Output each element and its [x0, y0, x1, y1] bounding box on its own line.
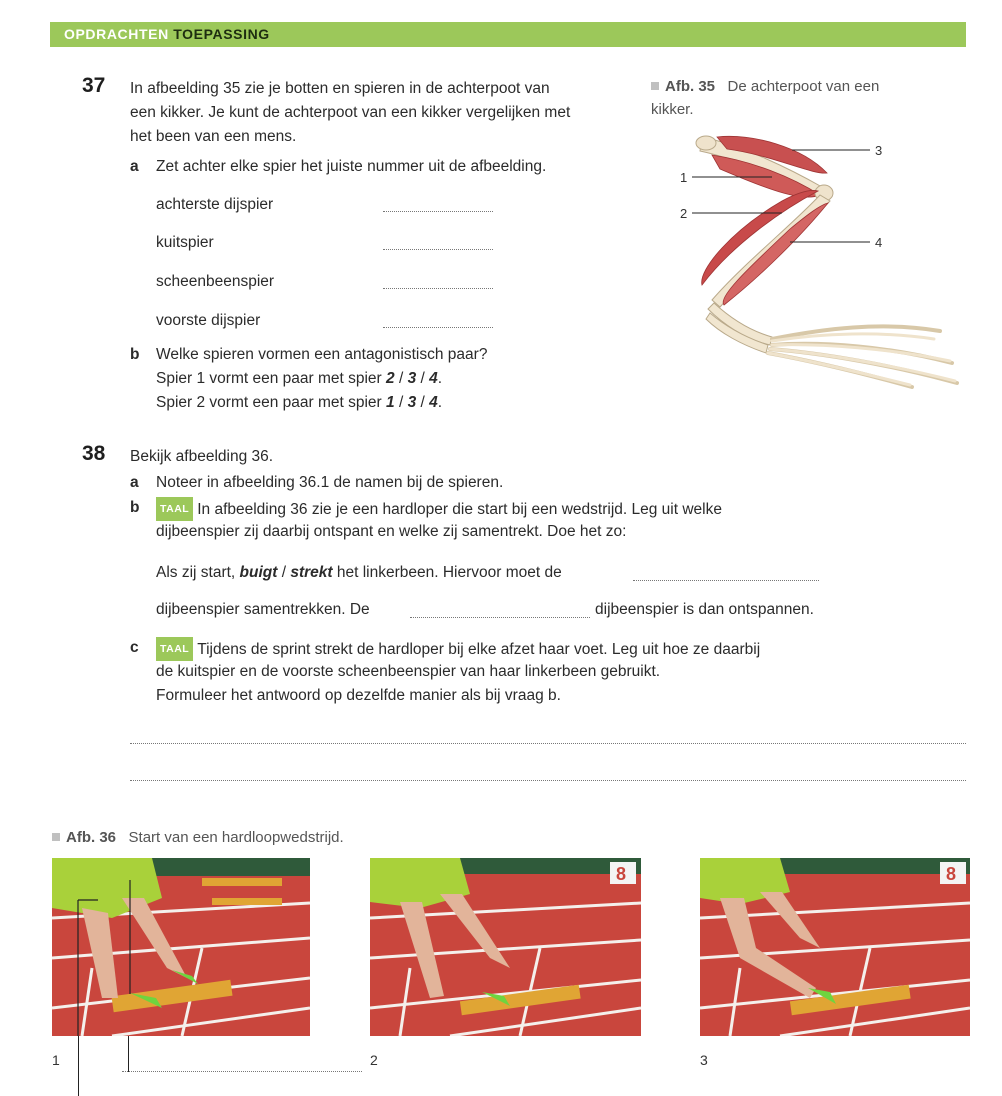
s1-post: het linkerbeen. Hiervoor moet de	[332, 564, 562, 581]
answer-field-3[interactable]	[383, 287, 493, 289]
option-strekt[interactable]: strekt	[290, 564, 333, 581]
answer-field-muscle-relaxes[interactable]	[410, 616, 590, 618]
answer-field-2[interactable]	[383, 248, 493, 250]
option-4[interactable]: 4	[429, 370, 438, 387]
bib-number: 8	[946, 864, 957, 884]
slash: /	[398, 394, 404, 411]
period: .	[437, 394, 443, 411]
afb35-number-3: 3	[875, 143, 883, 158]
q38-intro: Bekijk afbeelding 36.	[130, 448, 274, 465]
question-number-37: 37	[82, 74, 106, 97]
q38c-line1	[156, 637, 760, 661]
afb36-caption	[52, 829, 344, 846]
slash: /	[398, 370, 404, 387]
afb35-caption	[651, 78, 879, 95]
section-title	[64, 26, 270, 42]
taal-badge: TAAL	[156, 497, 193, 521]
afb35-caption-line1: De achterpoot van een	[727, 78, 880, 95]
muscle-label-voorste-dijspier: voorste dijspier	[156, 312, 261, 329]
afb35-number-2: 2	[680, 206, 688, 221]
q38c-text-line3: Formuleer het antwoord op dezelfde manier als bij vraag b.	[156, 687, 561, 704]
caption-square-icon	[651, 82, 659, 90]
photo-sprint-start-3	[700, 858, 970, 1036]
slash: /	[420, 394, 425, 411]
q38b-sentence2-start: dijbeenspier samentrekken. De	[156, 601, 370, 618]
q37b-letter: b	[130, 346, 140, 363]
q37a-letter: a	[130, 158, 139, 175]
q38b-line1	[156, 497, 722, 521]
q38a-letter: a	[130, 474, 139, 491]
answer-line-2[interactable]	[130, 779, 966, 781]
q37b-choice-line1	[156, 368, 442, 390]
afb35-number-1: 1	[680, 170, 688, 185]
afb36-caption-text: Start van een hardloopwedstrijd.	[128, 829, 344, 846]
answer-line-1[interactable]	[130, 742, 966, 744]
q37-intro-line1: In afbeelding 35 zie je botten en spieren in de achterpoot van	[130, 80, 550, 97]
q37a-text: Zet achter elke spier het juiste nummer uit de afbeelding.	[156, 158, 547, 175]
bib-number: 8	[616, 864, 627, 884]
answer-field-4[interactable]	[383, 326, 493, 328]
q37b-line2-prefix: Spier 2 vormt een paar met spier	[156, 394, 387, 411]
muscle-label-achterste-dijspier: achterste dijspier	[156, 196, 274, 213]
afb35-number-4: 4	[875, 235, 883, 250]
label-leader-line	[78, 1036, 79, 1096]
s1-slash: /	[277, 564, 291, 581]
option-3[interactable]: 3	[407, 370, 417, 387]
q37-intro-line3: het been van een mens.	[130, 128, 297, 145]
q38c-text-line1: Tijdens de sprint strekt de hardloper bij elke afzet haar voet. Leg uit hoe ze daarbij	[197, 641, 761, 658]
option-buigt[interactable]: buigt	[239, 564, 278, 581]
q38a-text: Noteer in afbeelding 36.1 de namen bij de spieren.	[156, 474, 504, 491]
slash: /	[420, 370, 425, 387]
option-1[interactable]: 1	[386, 394, 395, 411]
muscle-label-kuitspier: kuitspier	[156, 234, 214, 251]
caption-square-icon	[52, 833, 60, 841]
q38b-letter: b	[130, 499, 140, 516]
q38b-text-line2: dijbeenspier zij daarbij ontspant en welke zij samentrekt. Doe het zo:	[156, 523, 627, 540]
period: .	[437, 370, 443, 387]
photo-number-3: 3	[700, 1052, 708, 1068]
photo-sprint-start-2	[370, 858, 641, 1036]
question-number-38: 38	[82, 442, 106, 465]
label-leader-line	[128, 1036, 129, 1072]
q37-intro-line2: een kikker. Je kunt de achterpoot van een kikker vergelijken met	[130, 104, 571, 121]
section-title-word2: TOEPASSING	[173, 26, 270, 42]
taal-badge: TAAL	[156, 637, 193, 661]
photo-sprint-start-1	[52, 858, 310, 1036]
option-4[interactable]: 4	[429, 394, 438, 411]
q38c-letter: c	[130, 639, 139, 656]
photo-number-2: 2	[370, 1052, 378, 1068]
frog-leg-illustration	[672, 125, 972, 395]
muscle-name-field[interactable]	[122, 1070, 362, 1072]
answer-field-1[interactable]	[383, 210, 493, 212]
section-header	[50, 22, 966, 47]
q38b-sentence2-end: dijbeenspier is dan ontspannen.	[595, 601, 814, 618]
answer-field-muscle-contracts[interactable]	[633, 579, 819, 581]
q37b-text: Welke spieren vormen een antagonistisch paar?	[156, 346, 488, 363]
option-3[interactable]: 3	[407, 394, 417, 411]
photo-number-1: 1	[52, 1052, 60, 1068]
option-2[interactable]: 2	[386, 370, 395, 387]
afb35-label: Afb. 35	[665, 78, 716, 95]
q38b-text-line1: In afbeelding 36 zie je een hardloper die start bij een wedstrijd. Leg uit welke	[197, 501, 722, 518]
section-title-word1: OPDRACHTEN	[64, 26, 169, 42]
muscle-label-scheenbeenspier: scheenbeenspier	[156, 273, 275, 290]
afb35-caption-line2: kikker.	[651, 101, 694, 118]
q37b-choice-line2	[156, 392, 442, 414]
s1-prefix: Als zij start,	[156, 564, 240, 581]
q37b-line1-prefix: Spier 1 vormt een paar met spier	[156, 370, 387, 387]
q38b-sentence1	[156, 562, 562, 584]
q38c-text-line2: de kuitspier en de voorste scheenbeenspier van haar linkerbeen gebruikt.	[156, 663, 661, 680]
afb36-label: Afb. 36	[66, 829, 117, 846]
